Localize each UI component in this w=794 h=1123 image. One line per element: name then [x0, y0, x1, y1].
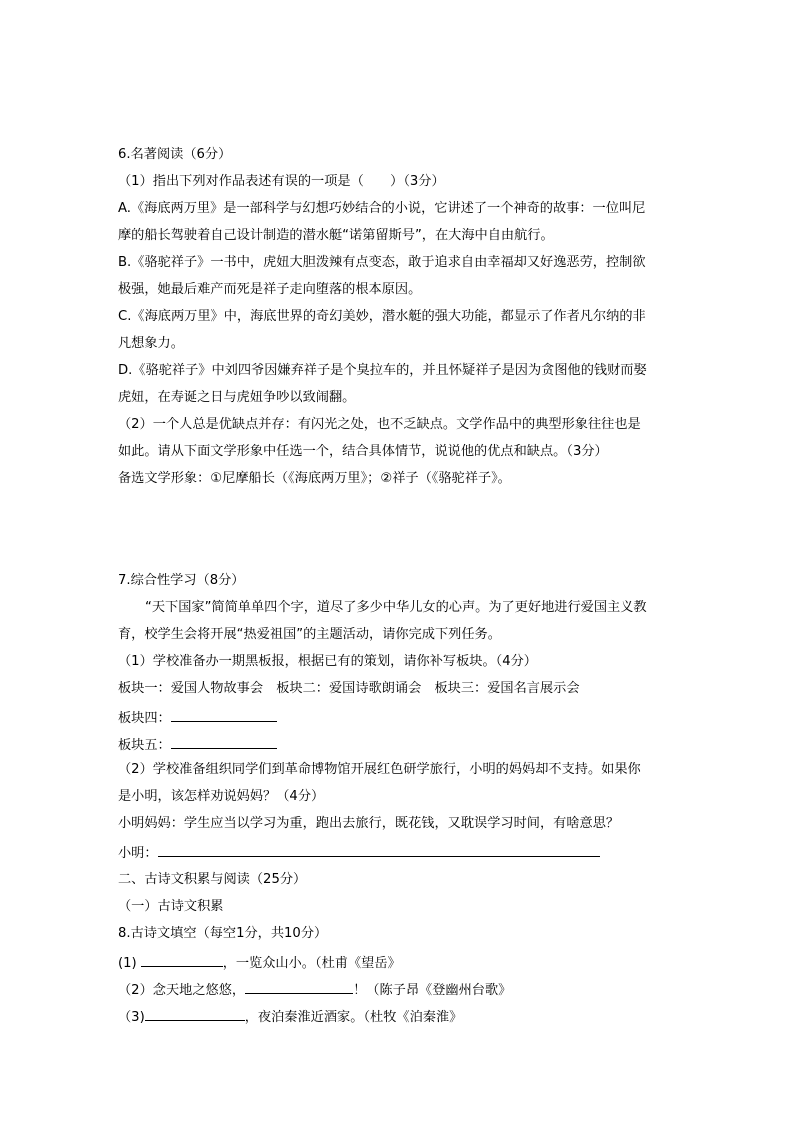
- q7-ming-row: [118, 842, 600, 863]
- section2-part1: （一）古诗文积累: [118, 899, 224, 914]
- q8-fill1-row: [118, 952, 401, 973]
- q8-fill1-post: ，一览众山小。（杜甫《望岳》: [222, 956, 401, 971]
- q7-block5-row: [118, 734, 277, 755]
- q7-block4-row: [118, 707, 277, 728]
- q6-sub2-line2: 如此。请从下面文学形象中任选一个，结合具体情节，说说他的优点和缺点。（3分）: [118, 444, 608, 459]
- q7-ming-label: 小明：: [118, 846, 158, 861]
- q8-fill2-pre: （2）念天地之悠悠，: [118, 983, 246, 998]
- q6-title: 6.名著阅读（6分）: [118, 147, 232, 162]
- section2-title: 二、古诗文积累与阅读（25分）: [118, 872, 307, 887]
- q8-fill3-post: ，夜泊秦淮近酒家。（杜牧《泊秦淮》: [244, 1010, 463, 1025]
- q7-sub1: （1）学校准备办一期黑板报，根据已有的策划，请你补写板块。（4分）: [118, 654, 537, 669]
- q8-fill3-row: [118, 1006, 462, 1027]
- q7-block5-blank[interactable]: [171, 734, 277, 749]
- q6-option-b-line2: 极强，她最后难产而死是祥子走向堕落的根本原因。: [118, 282, 422, 297]
- q8-fill2-post: ！（陈子昂《登幽州台歌》: [353, 983, 512, 998]
- q7-sub2-line1: （2）学校准备组织同学们到革命博物馆开展红色研学旅行，小明的妈妈却不支持。如果你: [118, 762, 641, 777]
- q8-fill1-pre: (1): [118, 956, 137, 971]
- q8-fill2-blank[interactable]: [245, 979, 353, 994]
- q6-option-c-line1: C.《海底两万里》中，海底世界的奇幻美妙，潜水艇的强大功能，都显示了作者凡尔纳的非: [118, 309, 646, 324]
- q6-option-c-line2: 凡想象力。: [118, 336, 184, 351]
- q8-fill1-blank[interactable]: [141, 952, 223, 967]
- q7-block4-blank[interactable]: [171, 707, 277, 722]
- q6-option-b-line1: B.《骆驼祥子》一书中，虎妞大胆泼辣有点变态，敢于追求自由幸福却又好逸恶劳，控制欲: [118, 255, 646, 270]
- q7-ming-blank[interactable]: [158, 842, 600, 857]
- q7-intro-line1: “天下国家”简简单单四个字，道尽了多少中华儿女的心声。为了更好地进行爱国主义教: [145, 600, 647, 615]
- q7-block5-label: 板块五：: [118, 738, 171, 753]
- q8-fill3-pre: （3): [118, 1010, 145, 1025]
- q7-block4-label: 板块四：: [118, 711, 171, 726]
- q6-sub2-line1: （2）一个人总是优缺点并存：有闪光之处，也不乏缺点。文学作品中的典型形象往往也是: [118, 417, 641, 432]
- q7-mom: 小明妈妈：学生应当以学习为重，跑出去旅行，既花钱，又耽误学习时间，有啥意思？: [118, 816, 620, 831]
- q6-option-d-line1: D.《骆驼祥子》中刘四爷因嫌弃祥子是个臭拉车的，并且怀疑祥子是因为贪图他的钱财而娶: [118, 363, 647, 378]
- q6-options: 备选文学形象：①尼摩船长（《海底两万里》；②祥子（《骆驼祥子》。: [118, 471, 511, 486]
- q6-option-a-line1: A.《海底两万里》是一部科学与幻想巧妙结合的小说，它讲述了一个神奇的故事：一位叫尼: [118, 201, 646, 216]
- q8-fill2-row: [118, 979, 511, 1000]
- q6-sub1: （1）指出下列对作品表述有误的一项是（ ）（3分）: [118, 174, 445, 189]
- q7-intro-line2: 育，校学生会将开展“热爱祖国”的主题活动，请你完成下列任务。: [118, 627, 501, 642]
- q7-title: 7.综合性学习（8分）: [118, 573, 245, 588]
- q6-option-a-line2: 摩的船长驾驶着自己设计制造的潜水艇“诺第留斯号”，在大海中自由航行。: [118, 228, 554, 243]
- q7-sub2-line2: 是小明，该怎样劝说妈妈？（4分）: [118, 789, 325, 804]
- q6-option-d-line2: 虎妞，在寿诞之日与虎妞争吵以致闹翻。: [118, 390, 356, 405]
- q8-title: 8.古诗文填空（每空1分，共10分）: [118, 926, 328, 941]
- q8-fill3-blank[interactable]: [145, 1006, 245, 1021]
- q7-blocks: 板块一：爱国人物故事会 板块二：爱国诗歌朗诵会 板块三：爱国名言展示会: [118, 681, 580, 696]
